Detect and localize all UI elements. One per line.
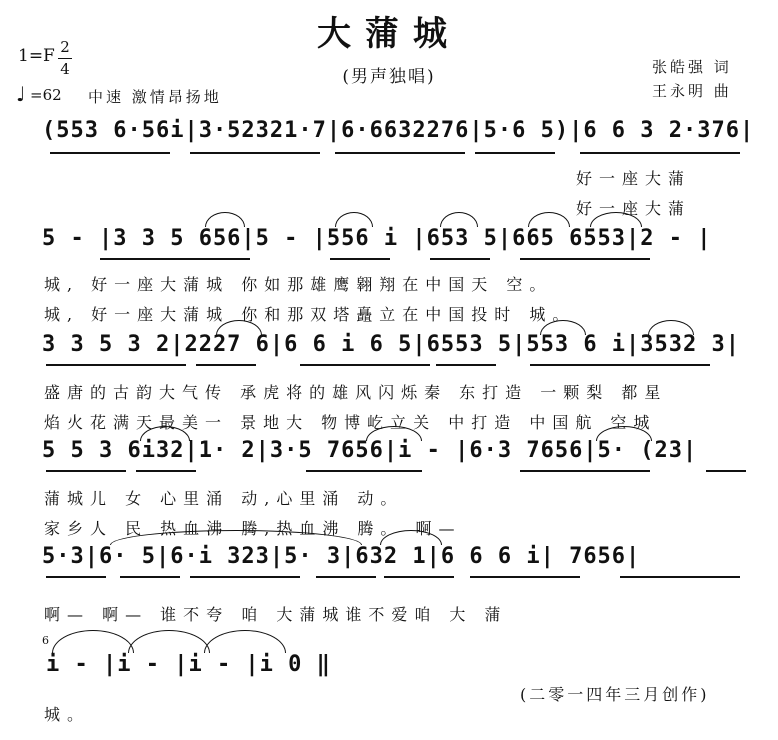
slur-mark [205,212,245,227]
slur-mark [648,320,694,335]
beam-underline [190,152,320,154]
dotted-note-marker: 6 [42,634,49,647]
tie-mark [128,630,210,653]
tie-mark [52,630,134,653]
lyric-line-4-verse-1: 蒲城儿 女 心里涌 动,心里涌 动。 [44,489,404,508]
lyric-line-2-verse-1: 城, 好一座大蒲城 你如那雄鹰翱翔在中国天 空。 [44,275,553,294]
slur-mark [440,212,478,227]
time-signature-numerator: 2 [60,38,70,56]
lyric-line-4-verse-2: 家乡人 民 热血沸 腾,热血沸 腾。 啊— [44,519,462,538]
beam-underline [330,258,390,260]
lyric-line-3-verse-1: 盛唐的古韵大气传 承虎将的雄风闪烁秦 东打造 一颗梨 都星 [44,383,668,402]
tempo-marking: 中速 激情昂扬地 [88,88,222,106]
beam-underline [384,576,454,578]
notation-line-6: i - |i - |i - |i 0 ‖ [46,652,331,677]
beam-underline [520,470,650,472]
beam-underline [436,364,496,366]
beam-underline [430,258,490,260]
tempo-bpm: =62 [30,86,62,104]
lyric-line-1-verse-2: 好一座大蒲 [576,199,692,218]
lyric-line-3-verse-2: 焰火花满天最美一 景地大 物博屹立关 中打造 中国航 空城 [44,413,657,432]
lyric-line-1-verse-1: 好一座大蒲 [576,169,692,188]
composition-date: (二零一四年三月创作) [520,685,710,704]
notation-line-1: (553 6·56i|3·52321·7|6·6632276|5·6 5)|6 6 3 2·376| [42,118,755,143]
beam-underline [50,152,170,154]
lyricist-credit: 张皓强 词 [652,58,732,76]
beam-underline [120,576,180,578]
beam-underline [100,258,250,260]
beam-underline [470,576,580,578]
song-title: 大蒲城 [317,14,461,54]
notation-line-3: 3 3 5 3 2|2227 6|6 6 i 6 5|6553 5|553 6 i|3532 3| [42,332,741,357]
beam-underline [580,152,740,154]
time-signature-denominator: 4 [60,60,70,78]
beam-underline [530,364,650,366]
beam-underline [136,470,196,472]
beam-underline [190,576,300,578]
notation-line-4: 5 5 3 6i32|1· 2|3·5 7656|i - |6·3 7656|5· (23| [42,438,698,463]
tie-mark [204,630,286,653]
notation-line-5: 5·3|6· 5|6·i 323|5· 3|632 1|6 6 6 i| 7656| [42,544,641,569]
beam-underline [620,576,740,578]
beam-underline [650,364,710,366]
beam-underline [475,152,555,154]
beam-underline [706,470,746,472]
slur-mark [335,212,373,227]
beam-underline [46,576,106,578]
beam-underline [46,470,126,472]
beam-underline [196,364,256,366]
beam-underline [46,364,186,366]
key-signature: 1=F [18,46,55,66]
song-subtitle: (男声独唱) [342,67,436,87]
beam-underline [306,470,422,472]
composer-credit: 王永明 曲 [652,82,732,100]
lyric-line-6: 城。 [44,705,91,724]
time-signature-divider [58,58,72,59]
slur-mark [528,212,570,227]
beam-underline [300,364,430,366]
beam-underline [520,258,650,260]
quarter-note-icon: ♩ [16,82,26,106]
lyric-line-2-verse-2: 城, 好一座大蒲城 你和那双塔矗立在中国投时 城。 [44,305,576,324]
notation-line-2: 5 - |3 3 5 656|5 - |556 i |653 5|665 6553|2 - | [42,226,712,251]
beam-underline [316,576,376,578]
beam-underline [335,152,465,154]
lyric-line-5: 啊— 啊— 谁不夸 咱 大蒲城谁不爱咱 大 蒲 [44,605,508,624]
